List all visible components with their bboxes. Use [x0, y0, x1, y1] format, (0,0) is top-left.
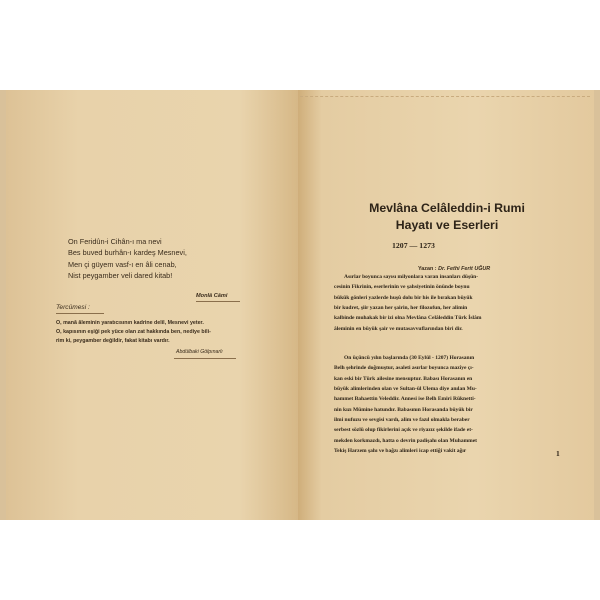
paragraph-line: nin kızı Mümine hatundır. Babasının Horasanda büyük bir: [334, 406, 473, 413]
byline-prefix: Yazan :: [418, 266, 437, 272]
verse-line: Bes buved burhân-ı kardeş Mesnevi,: [68, 248, 187, 258]
paragraph-line: kalbinde muhakak bir izi olna Mevlâna Celâleddin Türk İslâm: [334, 315, 482, 322]
verse-signature: Monlâ Câmi: [196, 293, 228, 299]
paragraph-line: hammet Bahaettin Veleddir. Annesi ise Belh Emiri Rüknetti-: [334, 396, 476, 403]
paragraph-line: büyük alimlerinden olan ve Sultan-ül Ulema diye anılan Mu-: [334, 386, 477, 393]
translation-line: O, kapısının eşiği pek yüce olan zat hakkında ben, nediye bili-: [56, 329, 211, 336]
translation-signature: Abdülbaki Gölpınarlı: [176, 349, 223, 355]
paragraph-line: serbest sözlü olup fikirlerini açık ve riyazız şekilde ifade et-: [334, 427, 473, 434]
translation-heading: Tercümesi :: [56, 304, 90, 311]
left-page: [6, 90, 298, 520]
verse-line: Nist peygamber veli dared kitab!: [68, 271, 173, 281]
paragraph-line: cesinin Fikrinin, eserlerinin ve şahsiyetinin önünde boynu: [334, 284, 470, 291]
byline-author: Dr. Fethi Ferit UĞUR: [438, 266, 491, 272]
translation-heading-rule: [56, 313, 104, 314]
article-years: 1207 — 1273: [392, 241, 435, 250]
paragraph-line: Belh şehrinde doğmuştur, asaleti asırlar boyunca mazîye çı-: [334, 365, 474, 372]
paragraph-line: On üçüncü yılın başlarında (30 Eylül - 1207) Horasanın: [344, 355, 475, 361]
verse-line: Men çi güyem vasf-ı en âli cenab,: [68, 259, 177, 269]
translation-line: rim ki, peygamber değildir, fakat kitabı vardır.: [56, 338, 170, 345]
paragraph-line: ilmi nufuzu ve sevgisi vardı, alim ve fazıl olmakla beraber: [334, 417, 470, 424]
page-number: 1: [556, 449, 560, 458]
paragraph-line: kan eski bir Türk ailesine mensuptur. Babası Horasanın en: [334, 375, 473, 382]
paragraph-line: bir kudret, şiir yazan her şairin, her filozofun, her alimin: [334, 305, 468, 312]
translation-line: O, manâ âleminin yaratıcısının kadrine delil, Mesnevi yeter.: [56, 320, 204, 326]
verse-line: On Feridûn-i Cihân-ı ma nevi: [68, 237, 162, 246]
paragraph-line: bükük gönleri yazlerde huşû dolu bir his ile bırakan büyük: [334, 294, 473, 301]
page-edge: [300, 96, 590, 98]
paragraph-line: Tekiş Harzem şahı ve bağzı alimleri icap ettiği vakit ağır: [334, 448, 467, 455]
translation-text: [56, 319, 272, 347]
verse-block: [68, 236, 268, 282]
paragraph-line: mekden korkmazdı, hatta o devrin padişahı olan Muhammet: [334, 437, 478, 444]
verse-signature-rule: [196, 301, 240, 302]
article-paragraph-2: [334, 353, 566, 456]
paragraph-line: âleminin en büyük şair ve mutasavvuflarından biri dir.: [334, 325, 463, 332]
article-subtitle: Hayatı ve Eserleri: [395, 218, 499, 232]
translation-signature-rule: [174, 358, 236, 359]
article-title: Mevlâna Celâleddin-i Rumi: [369, 201, 525, 215]
paragraph-line: Asırlar boyunca sayısı milyonlara varan insanları düşün-: [344, 274, 479, 280]
article-paragraph-1: [334, 272, 566, 334]
